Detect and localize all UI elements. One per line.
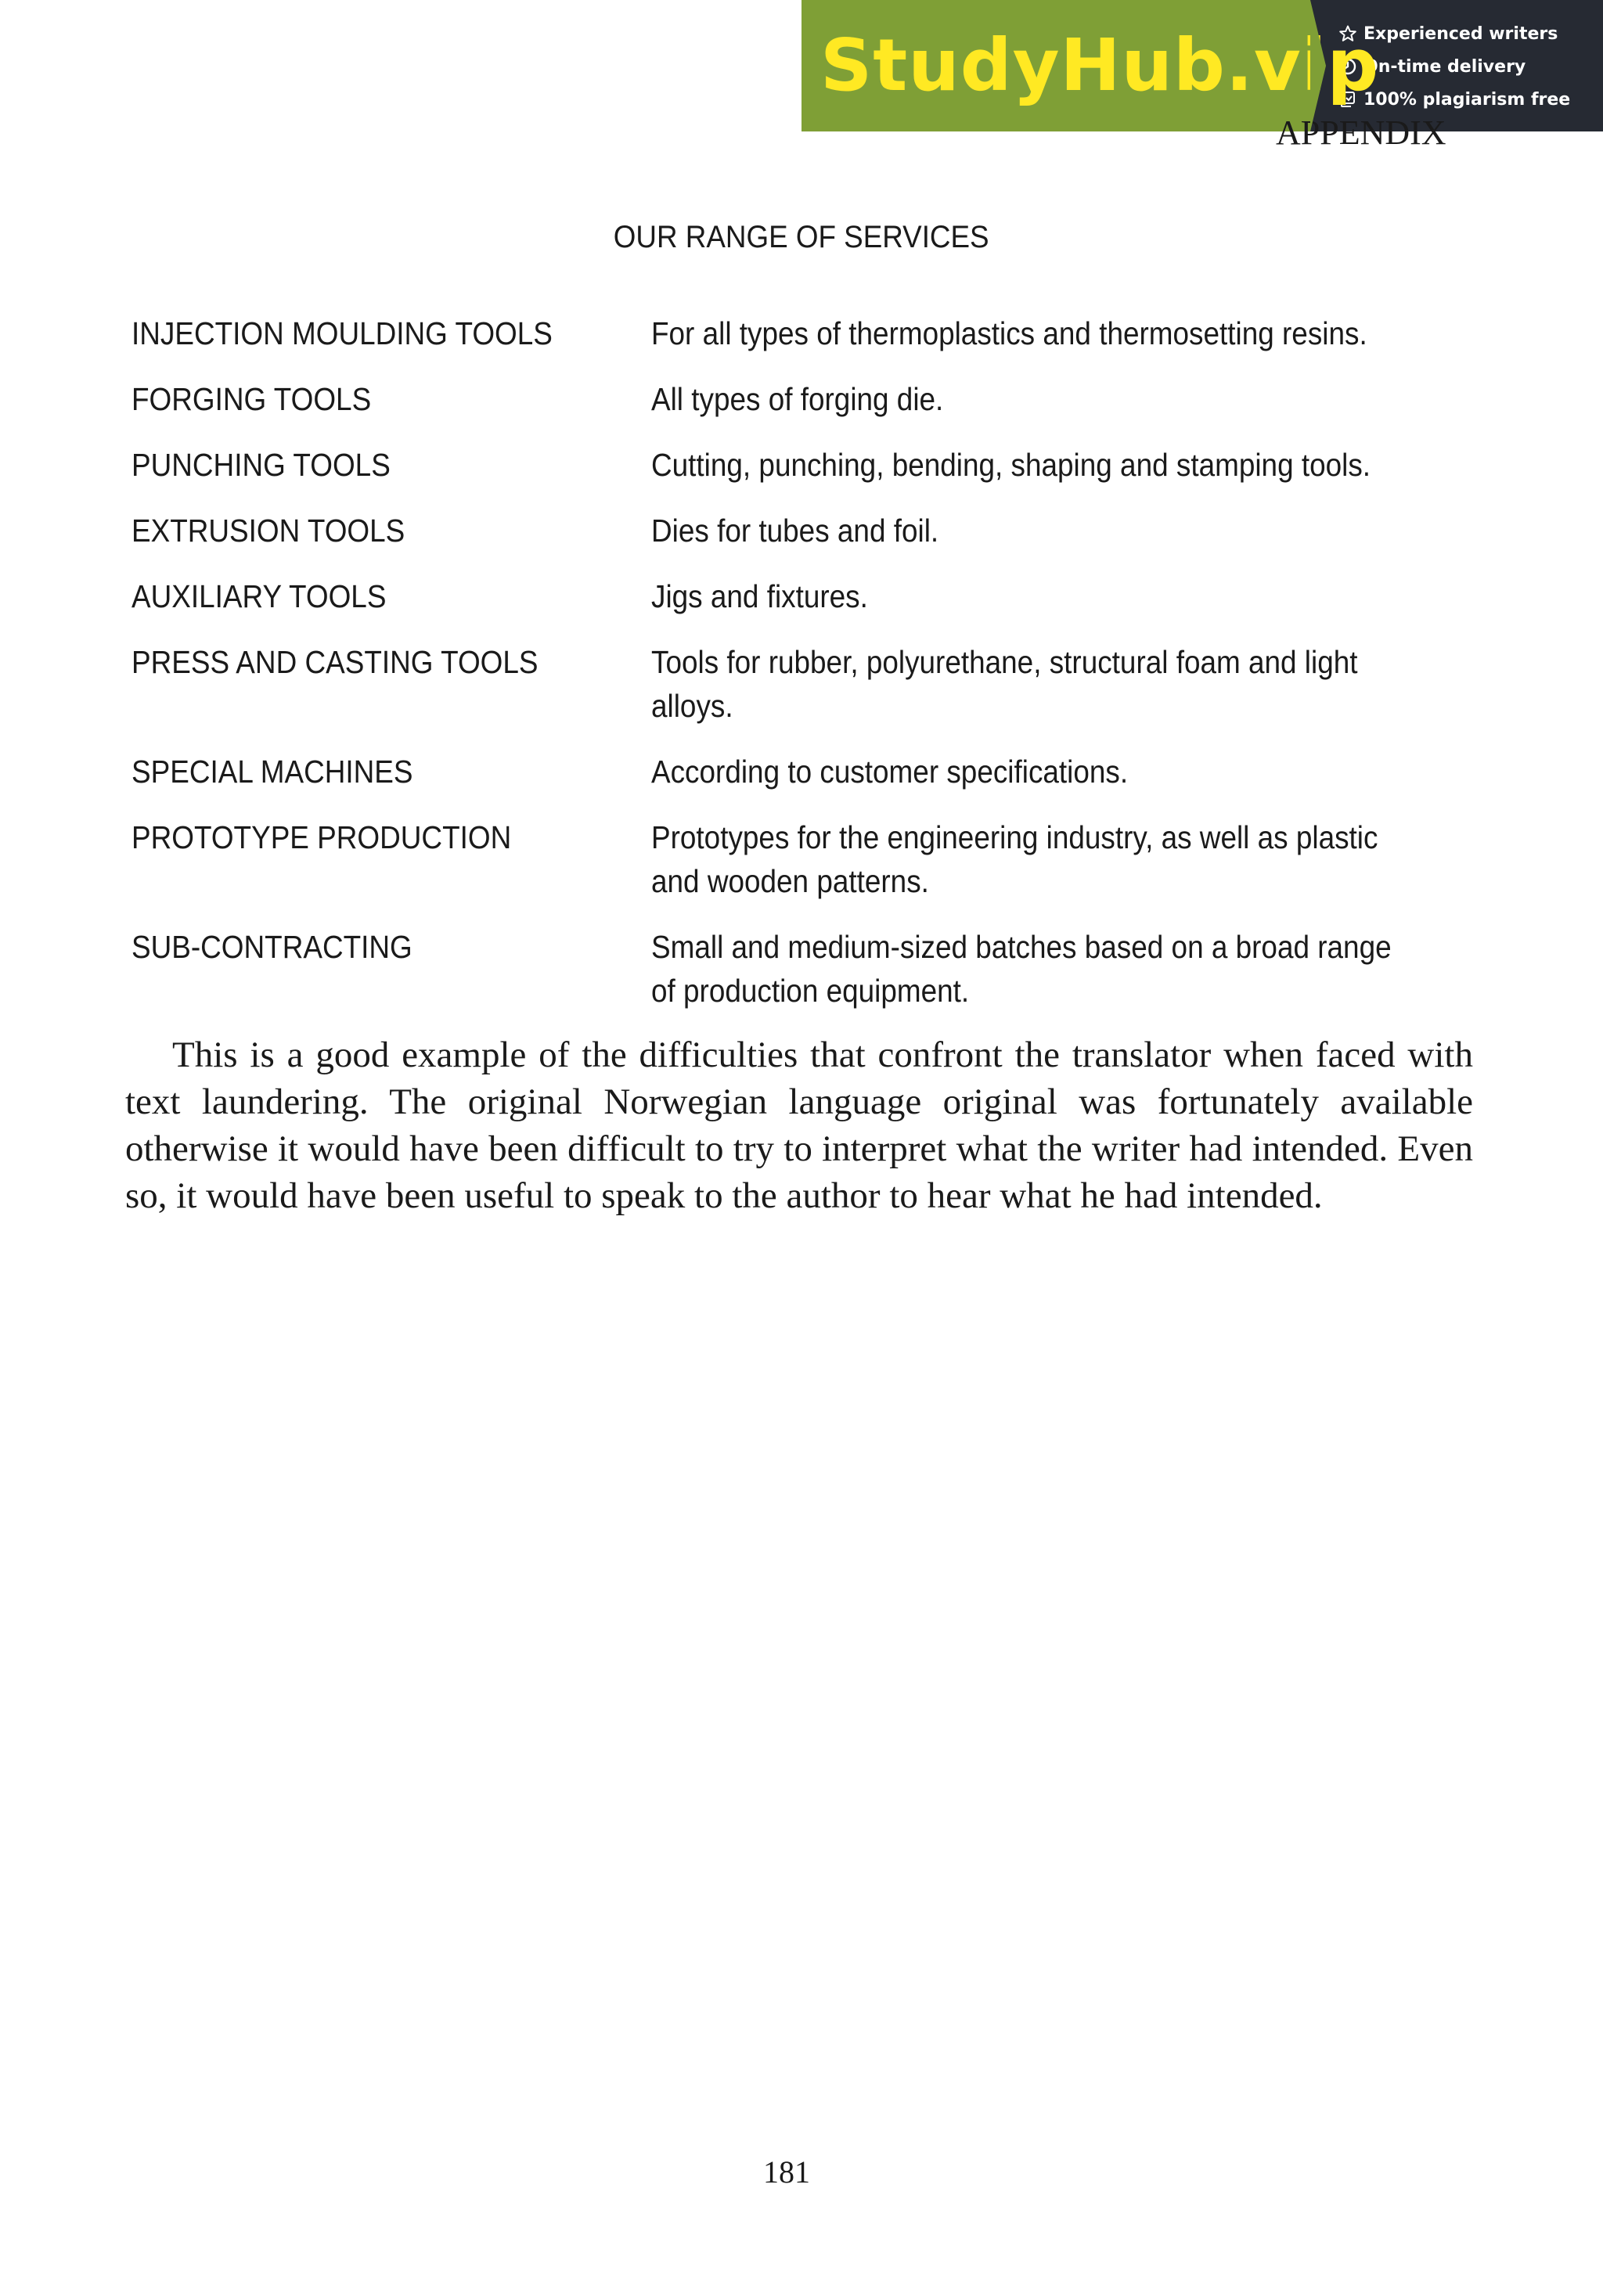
service-name: INJECTION MOULDING TOOLS: [131, 315, 553, 351]
service-row: [131, 925, 1493, 1013]
service-name: AUXILIARY TOOLS: [131, 578, 387, 614]
service-description: Tools for rubber, polyurethane, structural foam and light alloys.: [651, 644, 1358, 724]
brand-logo[interactable]: StudyHub.vip: [820, 23, 1380, 107]
feature-label: On-time delivery: [1363, 56, 1526, 77]
service-name: PRESS AND CASTING TOOLS: [131, 644, 539, 680]
service-row: [131, 750, 1493, 794]
service-name: EXTRUSION TOOLS: [131, 513, 405, 549]
service-name: SUB-CONTRACTING: [131, 929, 412, 965]
service-row: [131, 815, 1493, 903]
service-row: [131, 574, 1493, 618]
body-paragraph: This is a good example of the difficulties that confront the translator when faced with text laundering. The original Norwegian language original was fortunately available otherwise it would have been difficult to try to interpret what the writer had intended. Even so, it would have been useful to speak to the author to hear what he had intended.: [125, 1035, 1473, 1216]
feature-label: Experienced writers: [1363, 23, 1558, 44]
page-number: 181: [763, 2154, 810, 2190]
service-description: Prototypes for the engineering industry, as well as plastic and wooden patterns.: [651, 819, 1378, 899]
service-description: For all types of thermoplastics and thermosetting resins.: [651, 315, 1367, 351]
service-description: According to customer specifications.: [651, 754, 1129, 790]
service-description: All types of forging die.: [651, 381, 944, 417]
appendix-heading: APPENDIX: [1276, 113, 1446, 152]
service-row: [131, 311, 1493, 355]
service-name: SPECIAL MACHINES: [131, 754, 413, 790]
service-description: Cutting, punching, bending, shaping and stamping tools.: [651, 447, 1371, 483]
service-row: [131, 443, 1493, 487]
service-row: [131, 509, 1493, 552]
service-row: [131, 377, 1493, 421]
studyhub-banner[interactable]: [802, 0, 1603, 131]
service-row: [131, 640, 1493, 728]
service-description: Small and medium-sized batches based on a broad range of production equipment.: [651, 929, 1392, 1009]
services-table: [131, 311, 1493, 1035]
service-name: PUNCHING TOOLS: [131, 447, 391, 483]
service-description: Jigs and fixtures.: [651, 578, 868, 614]
service-description: Dies for tubes and foil.: [651, 513, 939, 549]
banner-arrow-shape: [1310, 0, 1326, 131]
service-name: FORGING TOOLS: [131, 381, 372, 417]
feature-label: 100% plagiarism free: [1363, 89, 1571, 110]
service-name: PROTOTYPE PRODUCTION: [131, 819, 512, 855]
banner-brand-area[interactable]: [802, 0, 1380, 131]
services-title: OUR RANGE OF SERVICES: [613, 220, 989, 254]
